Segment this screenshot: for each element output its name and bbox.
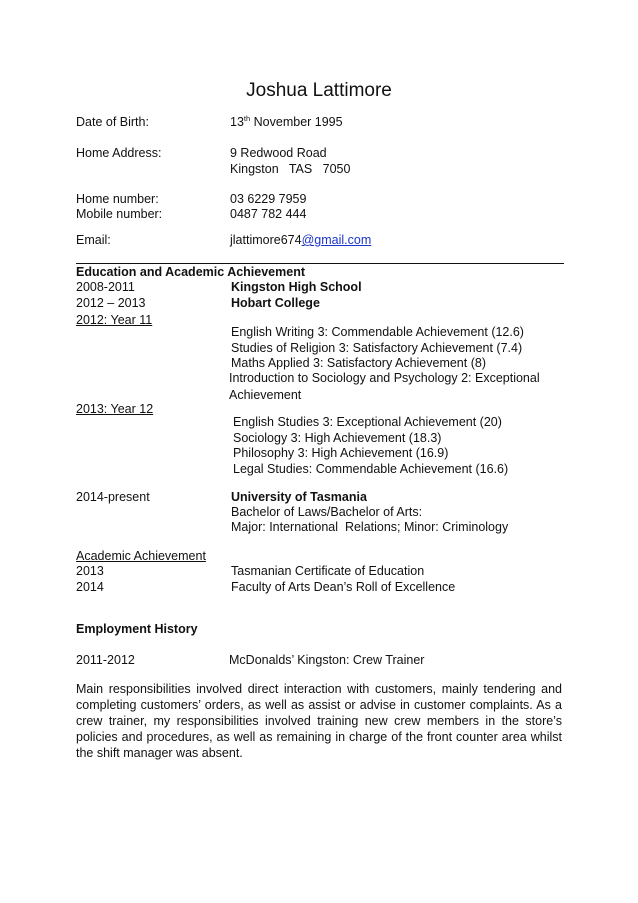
year-11-subject: Maths Applied 3: Satisfactory Achievement (8) xyxy=(231,356,486,370)
dob-day: 13 xyxy=(230,115,244,129)
home-number-label: Home number: xyxy=(76,192,159,206)
employment-description: Main responsibilities involved direct interaction with customers, mainly tendering and completing customers’ orders, as well as assist or advise in customer complaints. As a crew trainer, my responsibilities involved training new crew members in the store’s policies and procedures, as well as remaining in charge of the front counter area whilst the shift manager was absent. xyxy=(76,682,562,760)
edu-years-2: 2012 – 2013 xyxy=(76,296,146,310)
year-12-subject: Sociology 3: High Achievement (18.3) xyxy=(233,431,442,445)
year-11-label: 2012: Year 11 xyxy=(76,313,153,327)
mobile-number-value: 0487 782 444 xyxy=(230,207,307,221)
academic-year: 2014 xyxy=(76,580,104,594)
academic-award: Tasmanian Certificate of Education xyxy=(231,564,425,578)
mobile-number-label: Mobile number: xyxy=(76,207,163,221)
university-name: University of Tasmania xyxy=(231,490,367,504)
section-divider xyxy=(76,263,564,264)
edu-years-1: 2008-2011 xyxy=(76,280,135,294)
employment-years: 2011-2012 xyxy=(76,653,135,667)
email-domain: @gmail.com xyxy=(301,233,372,247)
dob-rest: November 1995 xyxy=(250,115,343,129)
edu-school-1: Kingston High School xyxy=(231,280,362,294)
year-12-subject: English Studies 3: Exceptional Achievement (20) xyxy=(233,415,502,429)
dob-value xyxy=(230,115,343,130)
academic-award: Faculty of Arts Dean’s Roll of Excellence xyxy=(231,580,456,594)
education-heading: Education and Academic Achievement xyxy=(76,265,305,279)
home-number-value: 03 6229 7959 xyxy=(230,192,307,206)
university-years: 2014-present xyxy=(76,490,150,504)
email-user: jlattimore674 xyxy=(230,233,302,247)
address-line-1: 9 Redwood Road xyxy=(230,146,327,160)
edu-school-2: Hobart College xyxy=(231,296,320,310)
resume-name: Joshua Lattimore xyxy=(246,80,392,101)
academic-heading: Academic Achievement xyxy=(76,549,206,563)
employment-role: McDonalds’ Kingston: Crew Trainer xyxy=(229,653,425,667)
dob-label: Date of Birth: xyxy=(76,115,149,129)
year-12-label: 2013: Year 12 xyxy=(76,402,154,416)
year-11-subject: Introduction to Sociology and Psychology 2: Exceptional xyxy=(229,371,540,385)
year-11-subject: Studies of Religion 3: Satisfactory Achievement (7.4) xyxy=(231,341,523,355)
dob-suffix: th xyxy=(243,113,251,123)
address-label: Home Address: xyxy=(76,146,162,160)
email-link[interactable] xyxy=(230,233,371,248)
year-12-subject: Legal Studies: Commendable Achievement (16.6) xyxy=(233,462,509,476)
year-11-subject: Achievement xyxy=(229,388,302,402)
email-label: Email: xyxy=(76,233,111,247)
year-11-subject: English Writing 3: Commendable Achievement (12.6) xyxy=(231,325,524,339)
academic-year: 2013 xyxy=(76,564,104,578)
university-major: Major: International Relations; Minor: Criminology xyxy=(231,520,509,534)
year-12-subject: Philosophy 3: High Achievement (16.9) xyxy=(233,446,449,460)
employment-heading: Employment History xyxy=(76,622,198,636)
university-degree: Bachelor of Laws/Bachelor of Arts: xyxy=(231,505,423,519)
address-line-2: Kingston TAS 7050 xyxy=(230,162,351,176)
